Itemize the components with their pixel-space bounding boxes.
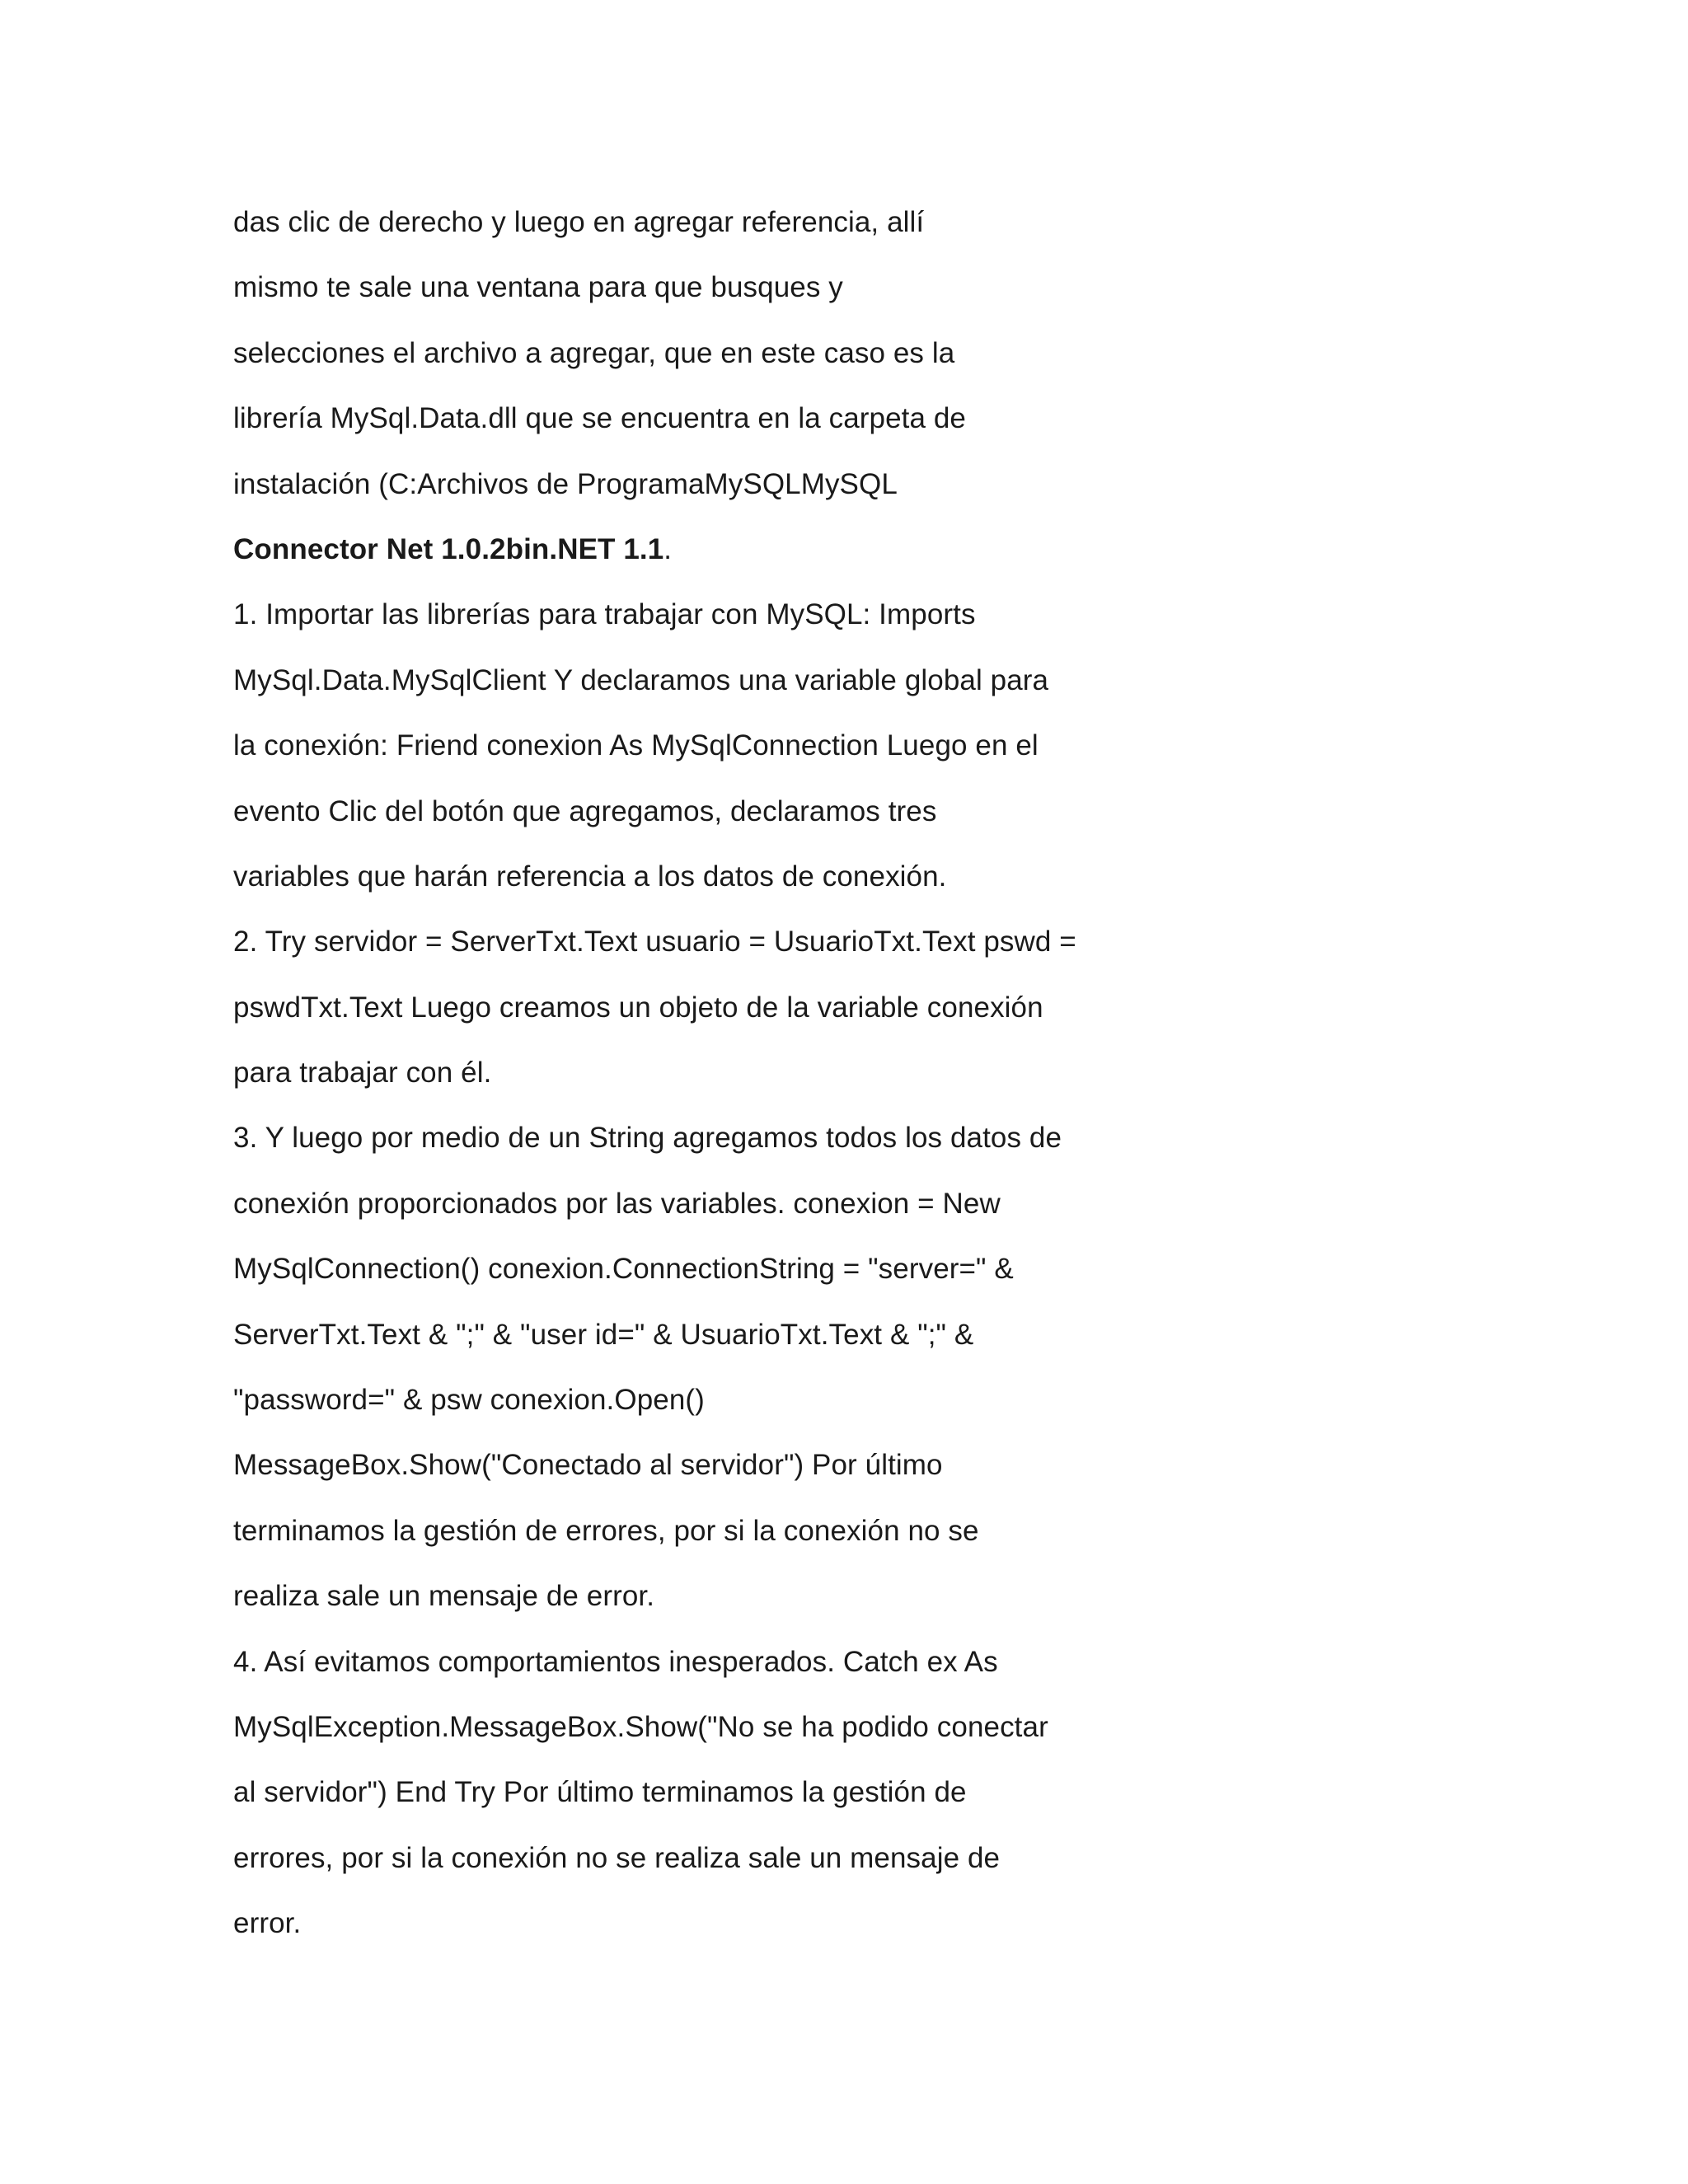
text-line: errores, por si la conexión no se realiza sale un mensaje de	[233, 1841, 1001, 1874]
trailing-period: .	[663, 532, 673, 565]
text-line: 2. Try servidor = ServerTxt.Text usuario = UsuarioTxt.Text pswd =	[233, 926, 1076, 958]
text-line: MySqlException.MessageBox.Show("No se ha podido conectar	[233, 1710, 1048, 1743]
text-line: instalación (C:Archivos de ProgramaMySQLMySQL	[233, 467, 898, 500]
text-line: MySql.Data.MySqlClient Y declaramos una variable global para	[233, 663, 1049, 696]
text-line: terminamos la gestión de errores, por si la conexión no se	[233, 1514, 979, 1547]
text-line: al servidor") End Try Por último terminamos la gestión de	[233, 1776, 967, 1809]
text-line: variables que harán referencia a los datos de conexión.	[233, 860, 947, 893]
text-line: MySqlConnection() conexion.ConnectionString = "server=" &	[233, 1253, 1014, 1286]
text-line: la conexión: Friend conexion As MySqlConnection Luego en el	[233, 729, 1039, 762]
text-line: selecciones el archivo a agregar, que en este caso es la	[233, 336, 955, 369]
text-line: pswdTxt.Text Luego creamos un objeto de la variable conexión	[233, 991, 1043, 1024]
bold-heading-line	[233, 517, 1470, 582]
text-line: ServerTxt.Text & ";" & "user id=" & UsuarioTxt.Text & ";" &	[233, 1318, 974, 1351]
text-line: conexión proporcionados por las variables. conexion = New	[233, 1187, 1001, 1220]
text-line: evento Clic del botón que agregamos, declaramos tres	[233, 794, 937, 827]
text-line: para trabajar con él.	[233, 1057, 492, 1090]
text-line: 3. Y luego por medio de un String agregamos todos los datos de	[233, 1122, 1062, 1155]
document-body	[233, 190, 1470, 1957]
text-line: mismo te sale una ventana para que busques y	[233, 271, 843, 304]
bold-connector-path: Connector Net 1.0.2bin.NET 1.1	[233, 532, 664, 565]
text-line: das clic de derecho y luego en agregar referencia, allí	[233, 206, 925, 238]
text-line: error.	[233, 1907, 302, 1940]
text-line: "password=" & psw conexion.Open()	[233, 1384, 705, 1417]
text-line: realiza sale un mensaje de error.	[233, 1580, 655, 1613]
text-line: 1. Importar las librerías para trabajar con MySQL: Imports	[233, 598, 976, 631]
text-line: MessageBox.Show("Conectado al servidor") Por último	[233, 1449, 943, 1482]
text-line: librería MySql.Data.dll que se encuentra en la carpeta de	[233, 402, 966, 435]
text-line: 4. Así evitamos comportamientos inesperados. Catch ex As	[233, 1645, 998, 1678]
